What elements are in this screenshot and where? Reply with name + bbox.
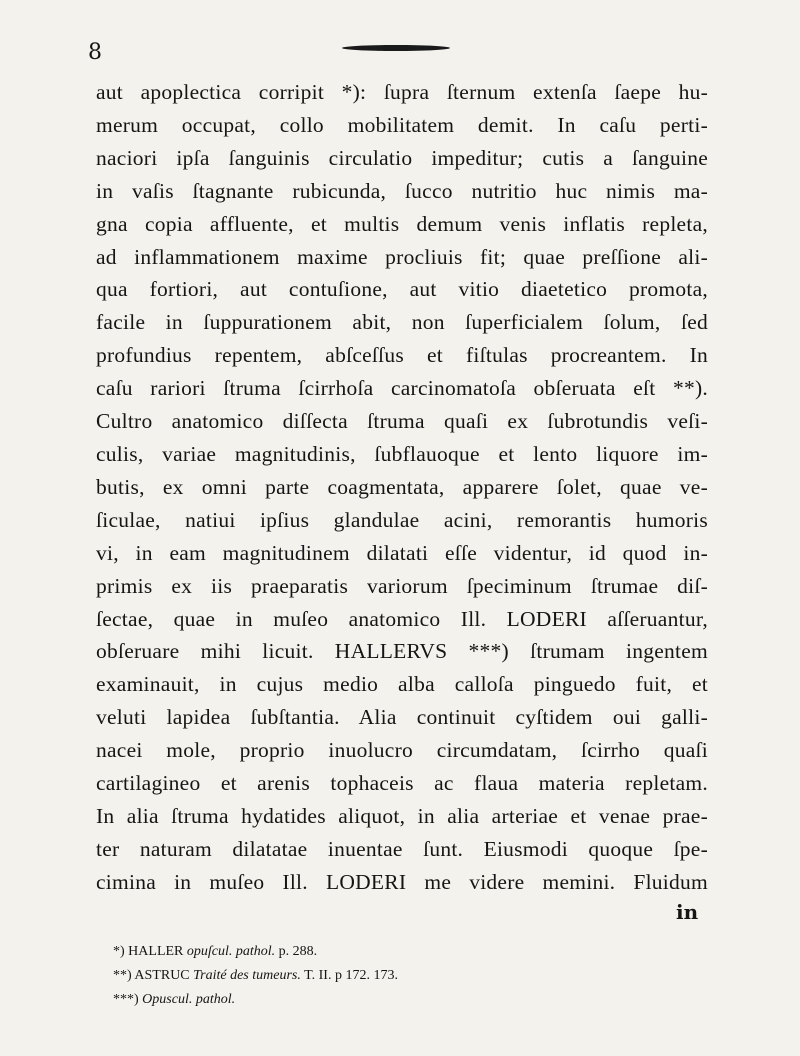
footnote-ref: p. 288. — [278, 944, 318, 959]
body-line: profundius repentem, abſceſſus et fiſtulas procreantem. In — [96, 343, 708, 368]
body-line: vi, in eam magnitudinem dilatati eſſe videntur, id quod in- — [96, 540, 708, 565]
footnote-author: ASTRUC — [134, 968, 190, 983]
body-line: cartilagineo et arenis tophaceis ac flaua materia repletam. — [96, 771, 708, 796]
footnote — [113, 964, 673, 988]
body-line: naciori ipſa ſanguinis circulatio impeditur; cutis a ſanguine — [96, 145, 708, 170]
header-ornament — [342, 45, 450, 51]
footnote-mark: *) — [113, 944, 125, 959]
body-text — [96, 76, 708, 899]
body-line: gna copia affluente, et multis demum venis inflatis repleta, — [96, 211, 708, 236]
footnotes — [113, 940, 673, 1012]
body-line: culis, variae magnitudinis, ſubflauoque et lento liquore im- — [96, 441, 708, 466]
footnote-title: Traité des tumeurs. — [193, 968, 301, 983]
body-line: caſu rariori ſtruma ſcirrhoſa carcinomatoſa obſeruata eſt **). — [96, 376, 708, 401]
footnote-ref: T. II. p 172. 173. — [304, 968, 398, 983]
footnote — [113, 988, 673, 1012]
body-line: butis, ex omni parte coagmentata, apparere ſolet, quae ve- — [96, 474, 708, 499]
page-number: 8 — [88, 40, 102, 65]
footnote-author: HALLER — [128, 944, 184, 959]
body-line: In alia ſtruma hydatides aliquot, in alia arteriae et venae prae- — [96, 803, 708, 828]
body-line: cimina in muſeo Ill. LODERI me videre memini. Fluidum — [96, 869, 708, 894]
body-line: ter naturam dilatatae inuentae ſunt. Eiusmodi quoque ſpe- — [96, 836, 708, 861]
body-line: qua fortiori, aut contuſione, aut vitio diaetetico promota, — [96, 277, 708, 302]
body-line: nacei mole, proprio inuolucro circumdatam, ſcirrho quaſi — [96, 738, 708, 763]
footnote — [113, 940, 673, 964]
catchword: in — [676, 900, 699, 924]
body-line: ſectae, quae in muſeo anatomico Ill. LODERI aſſeruantur, — [96, 606, 708, 631]
body-line: facile in ſuppurationem abit, non ſuperficialem ſolum, ſed — [96, 310, 708, 335]
body-line: ſiculae, natiui ipſius glandulae acini, remorantis humoris — [96, 507, 708, 532]
body-line: aut apoplectica corripit *): ſupra ſternum extenſa ſaepe hu- — [96, 80, 708, 104]
body-line: ad inflammationem maxime procliuis fit; quae preſſione ali- — [96, 244, 708, 269]
footnote-mark: ***) — [113, 992, 139, 1007]
body-line: veluti lapidea ſubſtantia. Alia continuit cyſtidem oui galli- — [96, 705, 708, 730]
body-line: primis ex iis praeparatis variorum ſpeciminum ſtrumae diſ- — [96, 573, 708, 598]
body-line: in vaſis ſtagnante rubicunda, ſucco nutritio huc nimis ma- — [96, 178, 708, 203]
body-line: Cultro anatomico diſſecta ſtruma quaſi ex ſubrotundis veſi- — [96, 409, 708, 434]
body-line: obſeruare mihi licuit. HALLERVS ***) ſtrumam ingentem — [96, 639, 708, 664]
footnote-title: opuſcul. pathol. — [186, 944, 276, 959]
body-line: merum occupat, collo mobilitatem demit. In caſu perti- — [96, 112, 708, 137]
footnote-mark: **) — [113, 968, 132, 983]
body-line: examinauit, in cujus medio alba calloſa pinguedo fuit, et — [96, 672, 708, 697]
footnote-title: Opuscul. pathol. — [142, 992, 236, 1007]
